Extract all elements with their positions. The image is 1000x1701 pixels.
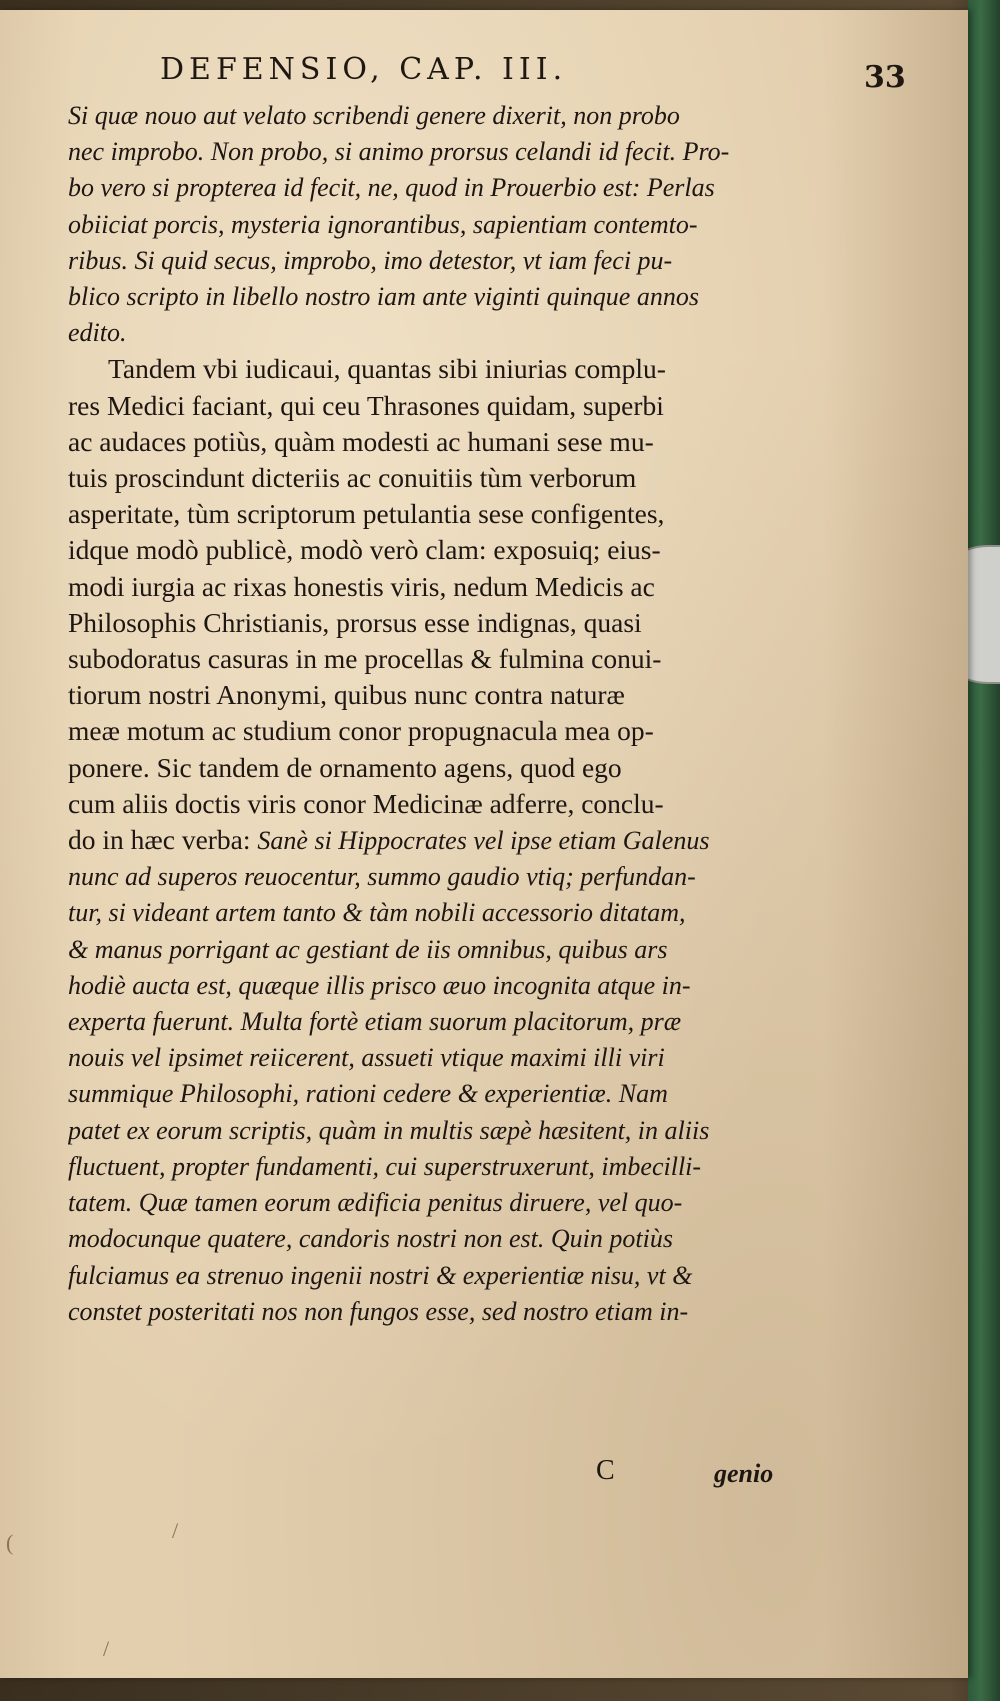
margin-mark: ( (6, 1530, 14, 1555)
text-line: Philosophis Christianis, prorsus esse indignas, quasi (68, 606, 642, 638)
book-page (0, 10, 968, 1678)
text-line: bo vero si propterea id fecit, ne, quod in Prouerbio est: Perlas (68, 173, 715, 203)
text-line: patet ex eorum scriptis, quàm in multis sæpè hæsitent, in aliis (68, 1115, 710, 1145)
body-text (68, 98, 804, 1330)
text-line: Si quæ nouo aut velato scribendi genere dixerit, non probo (68, 101, 680, 130)
text-line: meæ motum ac studium conor propugnacula mea op- (68, 715, 654, 747)
text-line: constet posteritati nos non fungos esse, sed nostro etiam in- (68, 1296, 689, 1326)
page-footer (0, 1455, 968, 1495)
text-line: res Medici faciant, qui ceu Thrasones quidam, superbi (68, 389, 664, 421)
page-header (0, 52, 968, 102)
text-line: fluctuent, propter fundamenti, cui superstruxerunt, imbecilli- (68, 1151, 702, 1181)
text-line: hodiè aucta est, quæque illis prisco æuo incognita atque in- (68, 970, 691, 1000)
text-line: ac audaces potiùs, quàm modesti ac humani sese mu- (68, 425, 654, 457)
margin-mark: / (172, 1518, 179, 1543)
book-cover-edge (968, 0, 1000, 1701)
text-line: edito. (68, 318, 127, 348)
text-line: idque modò publicè, modò verò clam: exposuiq; eius- (68, 534, 661, 566)
text-line: nunc ad superos reuocentur, summo gaudio vtiq; perfundan- (68, 862, 696, 892)
running-head: DEFENSIO, CAP. III. (160, 52, 568, 87)
text-line: subodoratus casuras in me procellas & fulmina conui- (68, 643, 662, 675)
text-line: blico scripto in libello nostro iam ante viginti quinque annos (68, 282, 699, 312)
text-line: tuis proscindunt dicteriis ac conuitiis tùm verborum (68, 462, 637, 494)
italic-paragraph (68, 98, 804, 351)
text-line: tiorum nostri Anonymi, quibus nunc contra naturæ (68, 679, 625, 711)
mixed-italic-part: Sanè si Hippocrates vel ipse etiam Galenus (257, 826, 710, 856)
text-line: tatem. Quæ tamen eorum ædificia penitus diruere, vel quo- (68, 1188, 683, 1218)
mixed-roman-part: do in hæc verba: (68, 824, 258, 856)
text-line: obiiciat porcis, mysteria ignorantibus, sapientiam contemto- (68, 209, 698, 239)
catchword: genio (714, 1459, 774, 1488)
text-line: modi iurgia ac rixas honestis viris, nedum Medicis ac (68, 570, 655, 602)
roman-paragraph (68, 351, 804, 859)
text-line: fulciamus ea strenuo ingenii nostri & experientiæ nisu, vt & (68, 1260, 693, 1290)
text-line: asperitate, tùm scriptorum petulantia sese configentes, (68, 498, 665, 530)
text-line: experta fuerunt. Multa fortè etiam suorum placitorum, præ (68, 1007, 682, 1037)
quotation-paragraph (68, 859, 804, 1330)
text-line: & manus porrigant ac gestiant de iis omnibus, quibus ars (68, 934, 668, 964)
margin-mark: / (103, 1636, 110, 1661)
text-line: summique Philosophi, rationi cedere & experientiæ. Nam (68, 1079, 668, 1109)
text-line: Tandem vbi iudicaui, quantas sibi iniurias complu- (108, 353, 666, 385)
text-line: cum aliis doctis viris conor Medicinæ adferre, conclu- (68, 787, 664, 819)
text-line: modocunque quatere, candoris nostri non est. Quin potiùs (68, 1224, 673, 1254)
text-line: tur, si videant artem tanto & tàm nobili accessorio ditatam, (68, 898, 686, 928)
text-line: ribus. Si quid secus, improbo, imo detestor, vt iam feci pu- (68, 245, 673, 275)
text-line: ponere. Sic tandem de ornamento agens, quod ego (68, 751, 622, 783)
text-line (68, 822, 804, 859)
text-line: nec improbo. Non probo, si animo prorsus celandi id fecit. Pro- (68, 137, 730, 167)
signature-mark: C (596, 1455, 615, 1486)
page-number: 33 (864, 60, 906, 95)
text-line: nouis vel ipsimet reiicerent, assueti vtique maximi illi viri (68, 1043, 665, 1073)
